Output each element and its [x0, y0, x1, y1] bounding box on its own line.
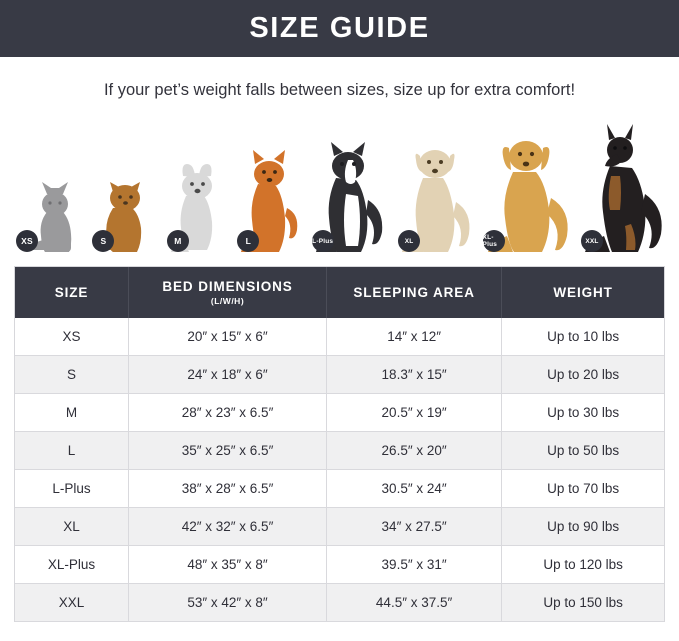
subtitle-text: If your pet’s weight falls between sizes, size up for extra comfort! — [103, 81, 576, 99]
cell-dimensions: 35″ x 25″ x 6.5″ — [129, 432, 327, 470]
column-header-bed-dimensions-sub: (L/W/H) — [210, 296, 245, 306]
cell-weight: Up to 20 lbs — [502, 356, 664, 394]
page-title: SIZE GUIDE — [249, 12, 430, 44]
cell-weight: Up to 120 lbs — [502, 546, 664, 584]
size-badge-s: S — [92, 230, 114, 252]
size-badge-l: L — [237, 230, 259, 252]
cell-size: M — [15, 394, 129, 432]
size-badge-l-plus: L-Plus — [312, 230, 334, 252]
cell-dimensions: 42″ x 32″ x 6.5″ — [129, 508, 327, 546]
table-body — [15, 318, 664, 622]
cell-dimensions: 20″ x 15″ x 6″ — [129, 318, 327, 356]
cell-sleeping: 20.5″ x 19″ — [327, 394, 502, 432]
table-row — [15, 546, 664, 584]
cell-dimensions: 53″ x 42″ x 8″ — [129, 584, 327, 622]
cell-size: L-Plus — [15, 470, 129, 508]
size-badge-xs: XS — [16, 230, 38, 252]
table-row — [15, 394, 664, 432]
table-row — [15, 508, 664, 546]
cell-sleeping: 30.5″ x 24″ — [327, 470, 502, 508]
column-header-size-label: SIZE — [54, 285, 89, 300]
cell-sleeping: 34″ x 27.5″ — [327, 508, 502, 546]
column-header-bed-dimensions-label: BED DIMENSIONS — [162, 279, 293, 294]
header-bar — [0, 0, 679, 57]
column-header-sleeping-area — [327, 267, 502, 318]
size-badge-m: M — [167, 230, 189, 252]
pet-xl — [396, 134, 476, 252]
column-header-size — [15, 267, 129, 318]
size-table — [15, 267, 664, 622]
cell-weight: Up to 10 lbs — [502, 318, 664, 356]
cell-dimensions: 28″ x 23″ x 6.5″ — [129, 394, 327, 432]
pet-m — [165, 160, 231, 252]
cell-sleeping: 44.5″ x 37.5″ — [327, 584, 502, 622]
cell-dimensions: 38″ x 28″ x 6.5″ — [129, 470, 327, 508]
column-header-weight-label: WEIGHT — [553, 285, 613, 300]
cell-sleeping: 14″ x 12″ — [327, 318, 502, 356]
cell-size: XXL — [15, 584, 129, 622]
cell-weight: Up to 50 lbs — [502, 432, 664, 470]
pet-illustration-row — [0, 122, 679, 252]
cell-size: L — [15, 432, 129, 470]
column-header-sleeping-area-label: SLEEPING AREA — [353, 285, 475, 300]
cell-dimensions: 48″ x 35″ x 8″ — [129, 546, 327, 584]
cell-size: S — [15, 356, 129, 394]
pet-xl-plus — [481, 124, 575, 252]
cell-sleeping: 26.5″ x 20″ — [327, 432, 502, 470]
table-row — [15, 356, 664, 394]
pet-l — [235, 146, 305, 252]
size-badge-xl: XL — [398, 230, 420, 252]
size-badge-xxl: XXL — [581, 230, 603, 252]
cell-size: XS — [15, 318, 129, 356]
table-row — [15, 318, 664, 356]
pet-l-plus — [310, 136, 392, 252]
table-row — [15, 584, 664, 622]
table-header-row — [15, 267, 664, 318]
cell-weight: Up to 30 lbs — [502, 394, 664, 432]
size-badge-xl-plus: XL-Plus — [483, 230, 505, 252]
pet-xxl — [579, 122, 665, 252]
cell-size: XL-Plus — [15, 546, 129, 584]
table-row — [15, 470, 664, 508]
cell-sleeping: 39.5″ x 31″ — [327, 546, 502, 584]
table-head — [15, 267, 664, 318]
cell-sleeping: 18.3″ x 15″ — [327, 356, 502, 394]
cell-size: XL — [15, 508, 129, 546]
column-header-bed-dimensions — [129, 267, 327, 318]
size-table-wrap — [14, 266, 665, 622]
cell-weight: Up to 150 lbs — [502, 584, 664, 622]
column-header-weight — [502, 267, 664, 318]
cell-weight: Up to 70 lbs — [502, 470, 664, 508]
table-row — [15, 432, 664, 470]
cell-dimensions: 24″ x 18″ x 6″ — [129, 356, 327, 394]
pet-s — [90, 172, 160, 252]
pet-xs — [14, 178, 86, 252]
cell-weight: Up to 90 lbs — [502, 508, 664, 546]
